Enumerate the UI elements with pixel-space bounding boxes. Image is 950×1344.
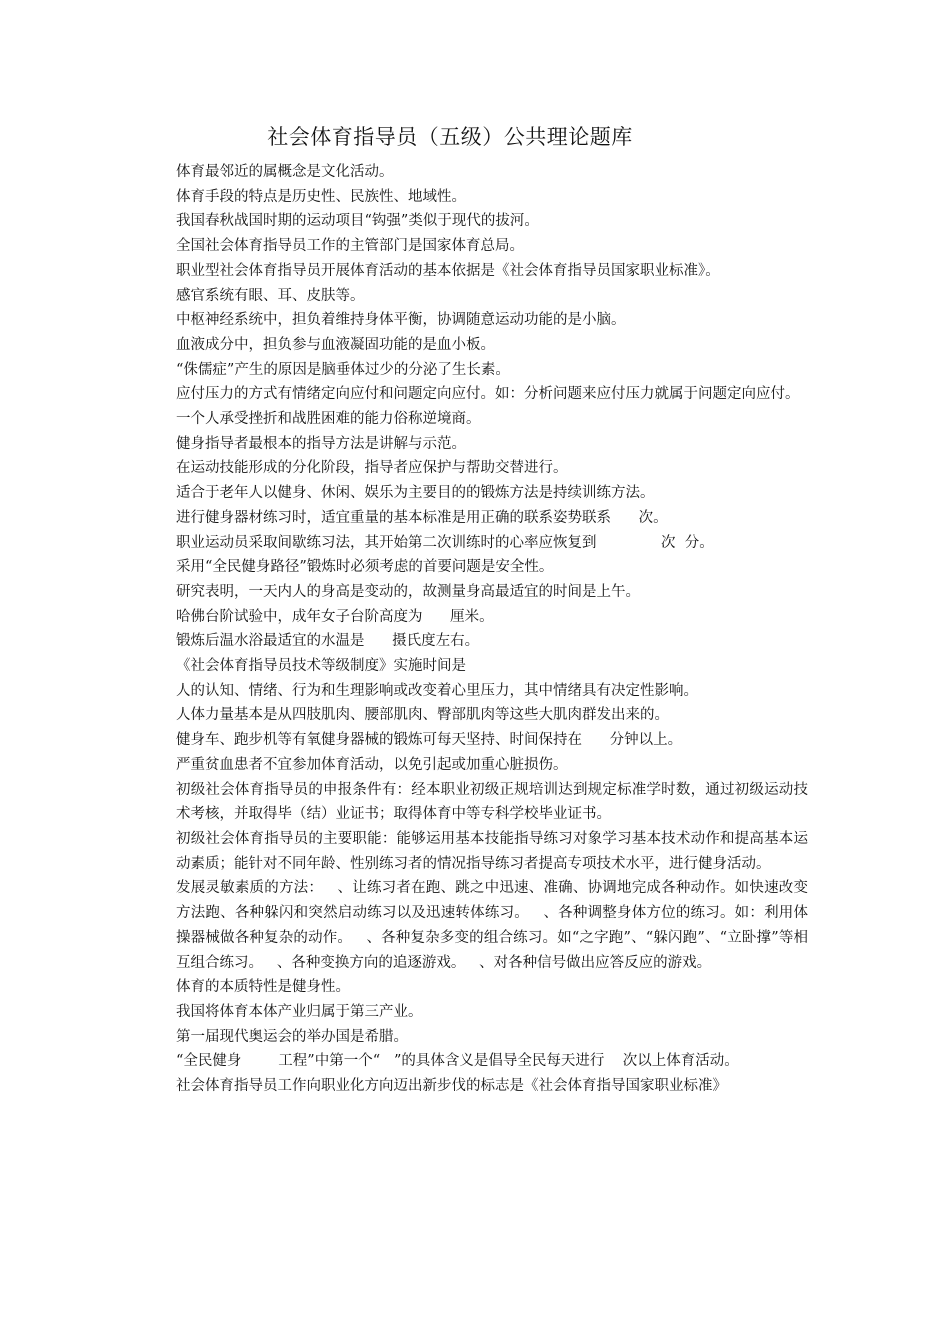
paragraph: 研究表明，一天内人的身高是变动的，故测量身高最适宜的时间是上午。 [176, 583, 640, 600]
paragraph: 发展灵敏素质的方法： 、让练习者在跑、跳之中迅速、准确、协调地完成各种动作。如快速改变方法跑、各种躲闪和突然启动练习以及迅速转体练习。 、各种调整身体方位的练习。如：利用体操器械做各种复杂的动作。 、各种复杂多变的组合练习。如“之字跑”、“躲闪跑”、“立卧撑”等相互组合练习。 、各种变换方向的追逐游戏。 、对各种信号做出应答反应的游戏。 [176, 880, 808, 971]
paragraph: 一个人承受挫折和战胜困难的能力俗称逆境商。 [176, 411, 481, 428]
paragraph: 职业型社会体育指导员开展体育活动的基本依据是《社会体育指导员国家职业标准》。 [176, 262, 720, 279]
page-title: 社会体育指导员（五级）公共理论题库 [267, 125, 633, 149]
paragraph: 《社会体育指导员技术等级制度》实施时间是 [176, 658, 466, 675]
paragraph: 血液成分中，担负参与血液凝固功能的是血小板。 [176, 336, 495, 353]
document-body [176, 160, 808, 1099]
paragraph: 我国将体育本体产业归属于第三产业。 [176, 1003, 423, 1020]
paragraph: 初级社会体育指导员的主要职能：能够运用基本技能指导练习对象学习基本技术动作和提高基本运动素质；能针对不同年龄、性别练习者的情况指导练习者提高专项技术水平，进行健身活动。 [176, 830, 808, 872]
paragraph: “侏儒症”产生的原因是脑垂体过少的分泌了生长素。 [176, 361, 510, 378]
paragraph: 社会体育指导员工作向职业化方向迈出新步伐的标志是《社会体育指导国家职业标准》 [176, 1078, 727, 1095]
paragraph: 采用“全民健身路径”锻炼时必须考虑的首要问题是安全性。 [176, 559, 554, 576]
paragraph: 全国社会体育指导员工作的主管部门是国家体育总局。 [176, 238, 524, 255]
paragraph: 我国春秋战国时期的运动项目“钩强”类似于现代的拔河。 [176, 213, 539, 230]
paragraph: 人的认知、情绪、行为和生理影响或改变着心里压力，其中情绪具有决定性影响。 [176, 682, 698, 699]
paragraph: 第一届现代奥运会的举办国是希腊。 [176, 1028, 408, 1045]
paragraph: 人体力量基本是从四肢肌肉、腰部肌肉、臀部肌肉等这些大肌肉群发出来的。 [176, 707, 669, 724]
paragraph: 感官系统有眼、耳、皮肤等。 [176, 287, 365, 304]
paragraph: 初级社会体育指导员的申报条件有：经本职业初级正规培训达到规定标准学时数，通过初级运动技术考核，并取得毕（结）业证书；取得体育中等专科学校毕业证书。 [176, 781, 808, 823]
paragraph: 体育手段的特点是历史性、民族性、地域性。 [176, 188, 466, 205]
paragraph: 哈佛台阶试验中，成年女子台阶高度为 厘米。 [176, 608, 494, 625]
paragraph: 中枢神经系统中，担负着维持身体平衡，协调随意运动功能的是小脑。 [176, 312, 626, 329]
paragraph: “全民健身 工程”中第一个“ ”的具体含义是倡导全民每天进行 次以上体育活动。 [176, 1053, 739, 1070]
paragraph: 应付压力的方式有情绪定向应付和问题定向应付。如：分析问题来应付压力就属于问题定向应付。 [176, 386, 800, 403]
paragraph: 体育的本质特性是健身性。 [176, 979, 350, 996]
paragraph: 在运动技能形成的分化阶段，指导者应保护与帮助交替进行。 [176, 460, 568, 477]
paragraph: 职业运动员采取间歇练习法，其开始第二次训练时的心率应恢复到 次 分。 [176, 534, 714, 551]
paragraph: 进行健身器材练习时，适宜重量的基本标准是用正确的联系姿势联系 次。 [176, 509, 668, 526]
paragraph: 适合于老年人以健身、休闲、娱乐为主要目的的锻炼方法是持续训练方法。 [176, 485, 655, 502]
paragraph: 体育最邻近的属概念是文化活动。 [176, 164, 394, 180]
paragraph: 健身车、跑步机等有氧健身器械的锻炼可每天坚持、时间保持在 分钟以上。 [176, 732, 683, 749]
paragraph: 健身指导者最根本的指导方法是讲解与示范。 [176, 435, 466, 452]
paragraph: 锻炼后温水浴最适宜的水温是 摄氏度左右。 [176, 633, 480, 650]
paragraph: 严重贫血患者不宜参加体育活动，以免引起或加重心脏损伤。 [176, 756, 568, 773]
